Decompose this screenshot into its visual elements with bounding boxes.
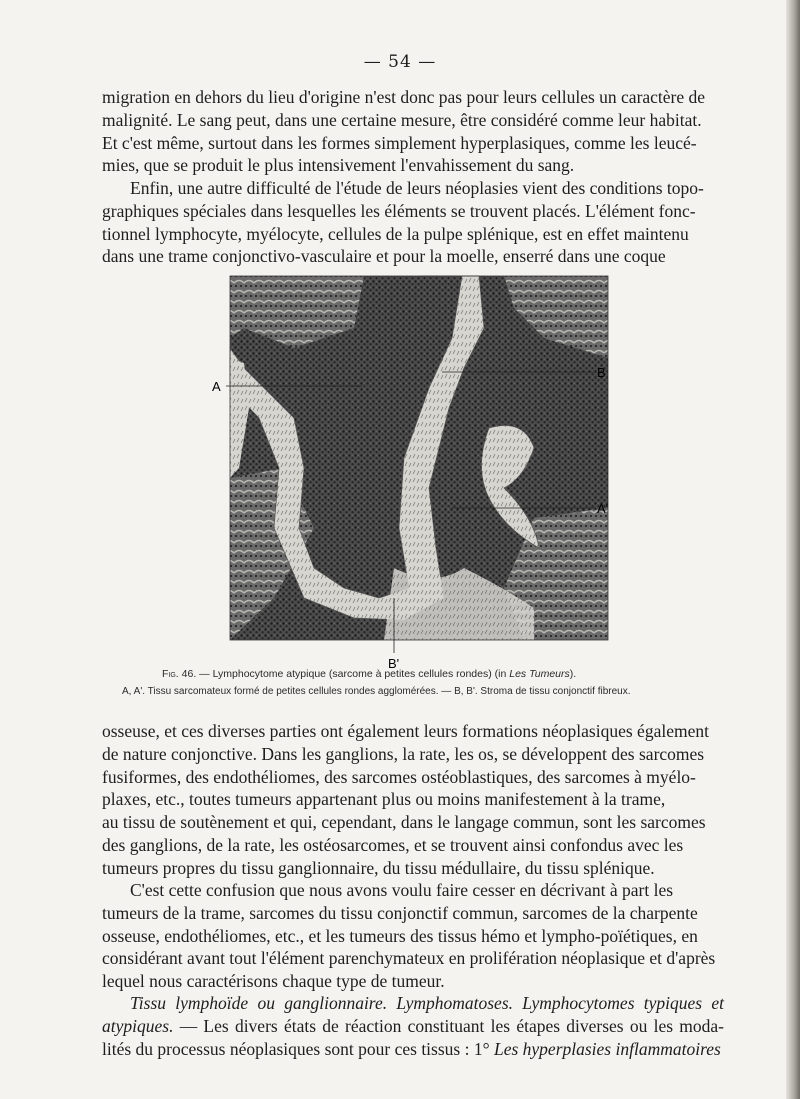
paragraph-top <box>102 86 724 177</box>
text-line: tumeurs propres du tissu ganglionnaire, du tissu médullaire, du tissu splénique. <box>102 857 655 878</box>
caption-legend: A, A'. Tissu sarcomateux formé de petites cellules rondes agglomérées. — B, B'. Stroma de tissu conjonctif fibreux. <box>122 686 631 697</box>
page-edge <box>786 0 800 1099</box>
paragraph-osseuse <box>102 720 724 880</box>
page-number: — 54 — <box>363 52 437 72</box>
italic-heading: Tissu lymphoïde ou ganglionnaire. Lymphomatoses. Lymphocytomes typiques et atypiques. <box>102 993 724 1036</box>
text-line: lequel nous caractérisons chaque type de tumeur. <box>102 971 445 992</box>
text-line: de nature conjonctive. Dans les ganglions, la rate, les os, se développent des sarcomes <box>102 743 705 764</box>
text-line: au tissu de soutènement et qui, cependant, dans le langage commun, sont les sarcomes <box>102 812 706 833</box>
text-line: considérant avant tout l'élément parenchymateux en prolifération néoplasique et d'après <box>102 948 716 969</box>
label-b-prime-bottom: B' <box>388 656 400 671</box>
figure-number: Fig. 46. <box>162 668 197 680</box>
label-a-prime-right: A' <box>597 501 609 516</box>
figure-46 <box>204 268 614 678</box>
text-line: Et c'est même, surtout dans les formes simplement hyperplasiques, comme les leucé- <box>102 132 697 153</box>
text-line: plaxes, etc., toutes tumeurs appartenant plus ou moins manifestement à la trame, <box>102 789 666 810</box>
caption-text: — Lymphocytome atypique (sarcome à petites cellules rondes) (in <box>199 668 510 680</box>
italic-end: Les hyperplasies inflammatoires <box>493 1038 721 1059</box>
label-b-right: B <box>597 365 606 380</box>
text-line: osseuse, et ces diverses parties ont également leurs formations néoplasiques également <box>102 721 709 741</box>
figure-caption <box>110 666 720 700</box>
text-line: des ganglions, de la rate, les ostéosarcomes, et se trouvent ainsi confondus avec les <box>102 834 684 855</box>
label-a-left: A <box>212 379 221 394</box>
text-line: malignité. Le sang peut, dans une certaine mesure, être considéré comme leur habitat. <box>102 109 702 130</box>
body-text: — Les divers états de réaction constituant les étapes diverses ou les moda-lités du processus néoplasiques sont pour ces tissus : 1° <box>102 1015 724 1059</box>
text-line: tumeurs de la trame, sarcomes du tissu conjonctif commun, sarcomes de la charpente <box>102 902 698 923</box>
text-line: osseuse, endothéliomes, etc., et les tumeurs des tissus hémo et lympho-poïétiques, en <box>102 925 698 946</box>
text-line: graphiques spéciales dans lesquelles les éléments se trouvent placés. L'élément fonc- <box>102 200 696 221</box>
text-line: mies, que se produit le plus intensivement l'envahissement du sang. <box>102 155 575 176</box>
paragraph-enfin <box>102 177 724 268</box>
text-paragraph <box>102 992 724 1060</box>
text-line: migration en dehors du lieu d'origine n'est donc pas pour leurs cellules un caractère de <box>102 87 706 107</box>
text-line: Enfin, une autre difficulté de l'étude de leurs néoplasies vient des conditions topo- <box>130 178 704 198</box>
micrograph-illustration <box>204 268 614 678</box>
paragraph-tissu <box>102 992 724 1060</box>
text-line: fusiformes, des endothéliomes, des sarcomes ostéoblastiques, des sarcomes à myélo- <box>102 766 696 787</box>
text-line: C'est cette confusion que nous avons voulu faire cesser en décrivant à part les <box>130 880 674 900</box>
text-line: dans une trame conjonctivo-vasculaire et pour la moelle, enserré dans une coque <box>102 246 666 267</box>
caption-source-end: ). <box>569 668 577 680</box>
paragraph-confusion <box>102 879 724 993</box>
caption-source: Les Tumeurs <box>509 668 570 680</box>
text-line: tionnel lymphocyte, myélocyte, cellules de la pulpe splénique, est en effet maintenu <box>102 223 689 244</box>
